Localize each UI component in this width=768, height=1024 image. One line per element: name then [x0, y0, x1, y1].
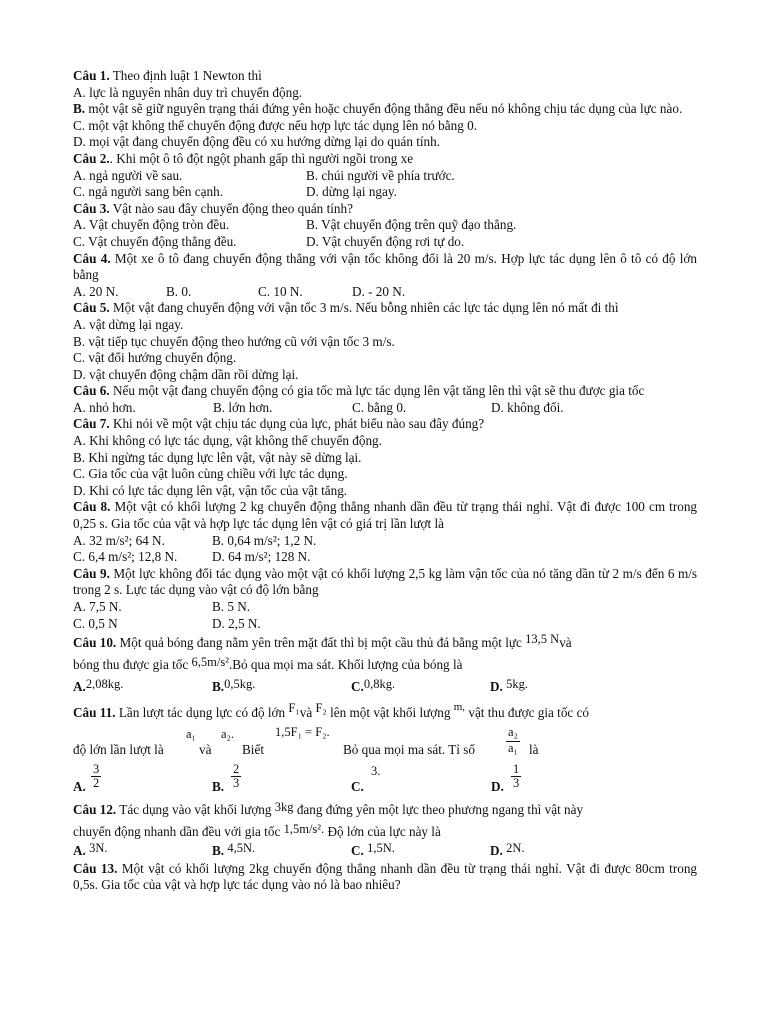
options-row [73, 840, 697, 861]
question-label: Câu 2. [73, 150, 110, 166]
option-label: B. [212, 679, 225, 695]
question-text: Khi nói về một vật chịu tác dụng của lực, phát biểu nào sau đây đúng? [109, 416, 485, 432]
question-1 [73, 68, 697, 85]
option-b: B. lớn hơn. [213, 399, 273, 415]
option-b-label: B. [212, 778, 225, 794]
question-label: Câu 13. [73, 860, 118, 876]
question-12-cont [73, 821, 697, 843]
option-text: 2N. [506, 840, 525, 855]
options-row [73, 284, 697, 301]
question-text: Nếu một vật đang chuyển động có gia tốc mà lực tác dụng lên vật tăng lên thì vật sẽ thu được gia tốc [109, 383, 645, 399]
option-d: D. Vật chuyển động rơi tự do. [306, 233, 465, 249]
option-a: A. lực là nguyên nhân duy trì chuyển động. [73, 84, 303, 100]
option-c-text: 3. [371, 763, 381, 778]
option-label: B. [212, 842, 225, 858]
question-12 [73, 799, 697, 821]
option-b: B. chúi người về phía trước. [306, 167, 455, 183]
option-d: D. Khi có lực tác dụng lên vật, vận tốc của vật tăng. [73, 482, 348, 498]
f1-symbol: F₁ [288, 701, 300, 716]
numerator: 3 [93, 761, 100, 776]
denominator: 3 [233, 775, 240, 790]
option-d: D. dừng lại ngay. [306, 184, 397, 200]
numerator: 1 [513, 761, 520, 776]
question-10-cont [73, 654, 697, 676]
question-8 [73, 499, 697, 532]
option-text: 5kg. [506, 677, 528, 692]
option-text: 0,5kg. [224, 677, 256, 692]
question-text: Tác dụng vào vật khối lượng [116, 801, 275, 817]
force-relation: 1,5F₁ = F₂. [275, 725, 330, 740]
options-row [73, 549, 697, 566]
option-label: D. [490, 842, 503, 858]
option-b-fraction [231, 763, 241, 790]
option-d [490, 840, 525, 861]
question-label: Câu 9. [73, 565, 110, 581]
question-text: đang đứng yên một lực theo phương ngang thì vật này [293, 801, 584, 817]
option-c: C. vật đổi hướng chuyển động. [73, 350, 237, 366]
option-d [490, 676, 528, 698]
option-b: B. 0,64 m/s²; 1,2 N. [212, 532, 317, 548]
option-c-label: C. [351, 778, 364, 794]
option-c: C. 0,5 N [73, 615, 118, 631]
option-b: B. Vật chuyển động trên quỹ đạo thẳng. [306, 217, 517, 233]
option-d: D. 2,5 N. [212, 615, 261, 631]
option-text: 4,5N. [227, 840, 256, 855]
question-text: và [559, 635, 572, 651]
option-a [73, 676, 212, 698]
option-b [212, 840, 351, 861]
option-d: D. không đổi. [491, 399, 564, 415]
question-text: Một quả bóng đang nằm yên trên mặt đất thì bị một cầu thủ đá bằng một lực [116, 635, 526, 651]
option-d: D. mọi vật đang chuyển động đều có xu hướng dừng lại do quán tính. [73, 134, 441, 150]
option-a: A. Khi không có lực tác dụng, vật không thể chuyển động. [73, 433, 382, 449]
option-d: D. 64 m/s²; 128 N. [212, 549, 311, 565]
denominator: 2 [93, 775, 100, 790]
question-text: là [529, 742, 539, 758]
question-6 [73, 383, 697, 400]
option-b: B. Khi ngừng tác dụng lực lên vật, vật này sẽ dừng lại. [73, 449, 362, 465]
question-label: Câu 10. [73, 635, 117, 651]
option-label: C. [351, 679, 364, 695]
question-2 [73, 151, 697, 168]
option-text: 2,08kg. [85, 677, 124, 692]
question-text: và [199, 742, 212, 758]
ratio-numerator: a₂ [506, 724, 520, 742]
options-row [73, 184, 697, 201]
question-5 [73, 300, 697, 317]
question-10 [73, 632, 697, 654]
question-text: bóng thu được gia tốc [73, 657, 192, 673]
options-row [73, 763, 697, 797]
option-b [212, 676, 351, 698]
question-13 [73, 861, 697, 894]
question-text: Một vật có khối lượng 2 kg chuyển động thẳng nhanh dần đều từ trạng thái nghỉ. Vật đi được 100 cm trong 0,25 s. Gia tốc của vật và hợp lực tác dụng lên vật có giá trị lần lượt là [73, 499, 698, 532]
question-text: Biết [242, 742, 264, 758]
options-row [73, 400, 697, 417]
question-label: Câu 8. [73, 499, 111, 515]
question-text: lên một vật khối lượng [326, 705, 454, 721]
numerator: 2 [233, 761, 240, 776]
option-d: D. - 20 N. [352, 283, 406, 299]
a2-symbol: a₂. [221, 727, 235, 742]
option-d-fraction [511, 763, 521, 790]
option-a: A. Vật chuyển động tròn đều. [73, 217, 230, 233]
option-label: B. [73, 101, 86, 117]
options-row [73, 599, 697, 616]
question-3 [73, 201, 697, 218]
question-label: Câu 12. [73, 801, 117, 817]
question-text: .Bỏ qua mọi ma sát. Khối lượng của bóng là [228, 657, 463, 673]
option-label: A. [73, 842, 86, 858]
question-label: Câu 6. [73, 383, 110, 399]
question-text: Bỏ qua mọi ma sát. Tỉ số [343, 742, 475, 758]
option-c: C. 10 N. [258, 283, 303, 299]
option-c: C. Gia tốc của vật luôn cùng chiều với lực tác dụng. [73, 466, 348, 482]
option-a-label: A. [73, 778, 86, 794]
option-c: C. ngả người sang bên cạnh. [73, 184, 223, 200]
option-c: C. một vật không thể chuyển động được nếu hợp lực tác dụng lên nó bằng 0. [73, 117, 478, 133]
option-text: 1,5N. [367, 840, 395, 855]
accel-value: 1,5m/s². [283, 821, 325, 836]
option-d-label: D. [491, 778, 504, 794]
option-text: 0,8kg. [363, 677, 396, 692]
option-c: C. 6,4 m/s²; 12,8 N. [73, 549, 178, 565]
question-4 [73, 251, 697, 284]
option-d: D. vật chuyển động chậm dần rồi dừng lại. [73, 366, 299, 382]
question-text: Lần lượt tác dụng lực có độ lớn [115, 705, 289, 721]
options-row [73, 533, 697, 550]
option-label: D. [490, 679, 503, 695]
accel-value: 6,5m/s² [191, 655, 229, 670]
option-text: 3N. [89, 840, 108, 855]
ratio-denominator: a₁ [508, 741, 518, 756]
question-text: và [299, 705, 316, 721]
question-11-cont [73, 742, 697, 759]
question-label: Câu 4. [73, 250, 111, 266]
option-a: A. ngả người về sau. [73, 167, 183, 183]
option-label: A. [73, 679, 86, 695]
question-text: Độ lớn của lực này là [324, 823, 441, 839]
option-b [73, 101, 697, 118]
option-b: B. vật tiếp tục chuyển động theo hướng cũ với vận tốc 3 m/s. [73, 333, 395, 349]
question-label: Câu 5. [73, 300, 110, 316]
question-text: Vật nào sau đây chuyển động theo quán tính? [109, 200, 353, 216]
option-text: một vật sẽ giữ nguyên trạng thái đứng yên hoặc chuyển động thẳng đều nếu nó không chịu tác dụng của lực nào. [85, 101, 683, 117]
option-a [73, 840, 212, 861]
question-7 [73, 416, 697, 433]
option-a: A. 7,5 N. [73, 599, 122, 614]
options-row [73, 217, 697, 234]
question-9 [73, 566, 697, 599]
option-c [351, 840, 490, 861]
question-label: Câu 1. [73, 68, 110, 83]
option-c [351, 676, 490, 698]
question-text: Một vật có khối lượng 2kg chuyển động thẳng nhanh dần đều từ trạng thái nghỉ. Vật đi được 80cm trong 0,5s. Gia tốc của vật và hợp lực tác dụng vào nó là bao nhiêu? [73, 860, 698, 893]
f2-symbol: F₂ [315, 701, 327, 716]
question-label: Câu 11. [73, 705, 116, 721]
question-label: Câu 3. [73, 200, 110, 216]
option-b: B. 0. [166, 283, 192, 299]
force-value: 13,5 N [525, 632, 560, 647]
question-text: vật thu được gia tốc có [465, 705, 590, 721]
question-text: . Khi một ô tô đột ngột phanh gấp thì người ngồi trong xe [109, 150, 414, 166]
question-text: chuyển động nhanh dần đều với gia tốc [73, 823, 284, 839]
option-a: A. vật dừng lại ngay. [73, 316, 184, 332]
options-row [73, 676, 697, 698]
question-text: Một vật đang chuyển động với vận tốc 3 m/s. Nếu bỗng nhiên các lực tác dụng lên nó mất đi thì [109, 300, 619, 316]
question-11 [73, 702, 697, 724]
option-a-fraction [91, 763, 101, 790]
a1-symbol: a₁ [186, 727, 196, 742]
question-label: Câu 7. [73, 416, 110, 432]
option-b: B. 5 N. [212, 599, 251, 614]
question-text: độ lớn lần lượt là [73, 742, 164, 758]
options-row [73, 234, 697, 251]
question-text: Một xe ô tô đang chuyển động thẳng với vận tốc không đổi là 20 m/s. Hợp lực tác dụng lên ô tô có độ lớn bằng [73, 250, 698, 283]
m-symbol: m, [453, 701, 466, 714]
option-a: A. 32 m/s²; 64 N. [73, 532, 165, 548]
option-c: C. Vật chuyển động thẳng đều. [73, 233, 237, 249]
option-c: C. bằng 0. [352, 399, 407, 415]
question-text: Một lực không đổi tác dụng vào một vật có khối lượng 2,5 kg làm vận tốc của nó tăng dần từ 2 m/s đến 6 m/s trong 2 s. Lực tác dụng vào vật có độ lớn bằng [73, 565, 698, 598]
option-label: C. [351, 842, 364, 858]
question-text: Theo định luật 1 Newton thì [109, 68, 262, 83]
question-11-math-row [73, 724, 697, 742]
mass-value: 3kg [274, 799, 294, 814]
options-row [73, 616, 697, 633]
option-a: A. 20 N. [73, 283, 119, 299]
option-a: A. nhỏ hơn. [73, 399, 136, 415]
denominator: 3 [513, 775, 520, 790]
exam-document [73, 68, 697, 894]
options-row [73, 168, 697, 185]
